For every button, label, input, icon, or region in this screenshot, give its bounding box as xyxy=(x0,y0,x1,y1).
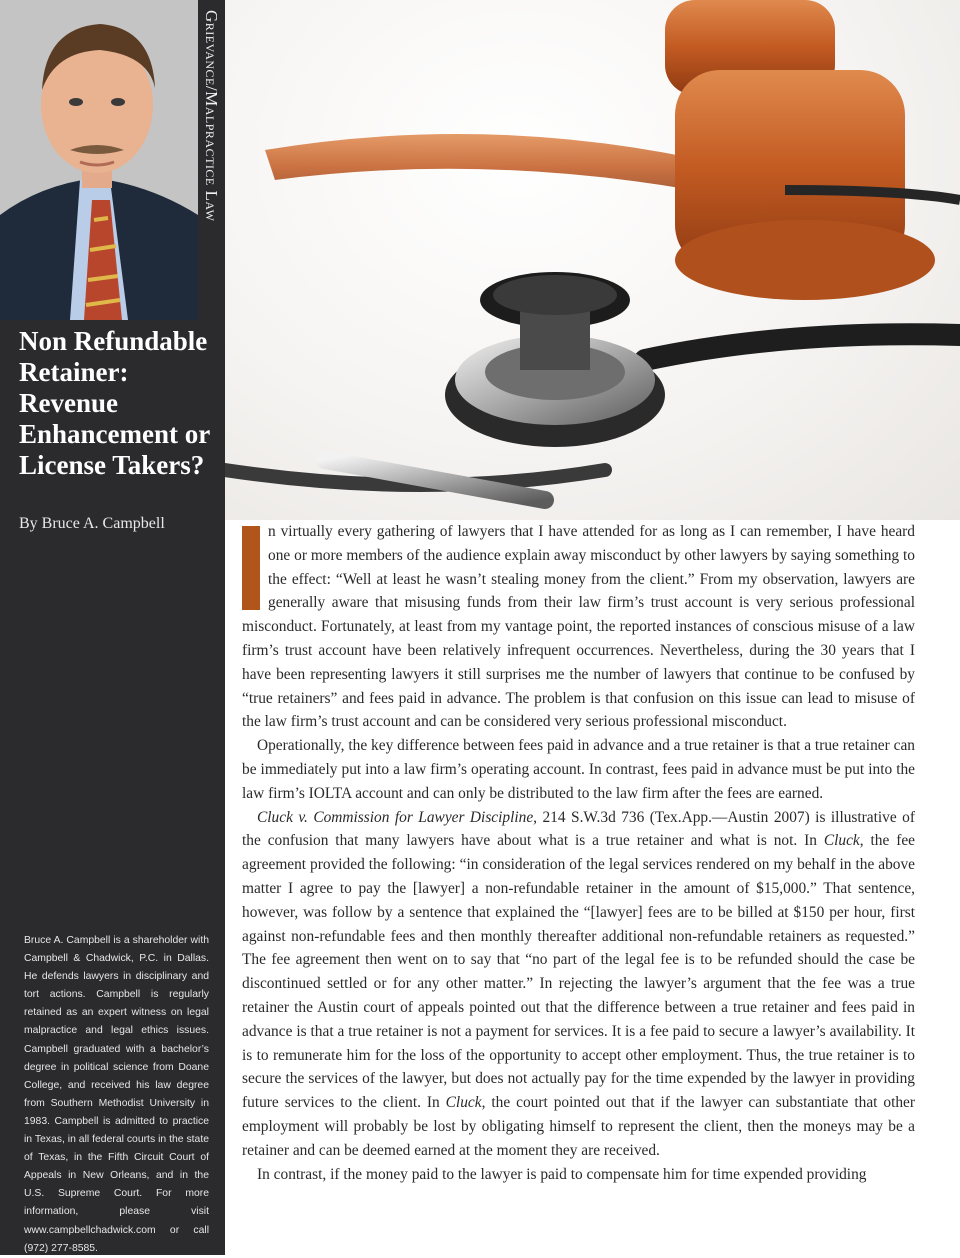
paragraph-1 xyxy=(242,520,915,734)
paragraph-3 xyxy=(242,806,915,1163)
case-citation: Cluck v. Commission for Lawyer Discipline, xyxy=(257,808,538,826)
author-portrait xyxy=(0,0,198,320)
byline: By Bruce A. Campbell xyxy=(19,515,165,532)
drop-cap: I xyxy=(242,526,260,610)
article-body xyxy=(242,520,915,1186)
paragraph-3-part-c: , the court pointed out that if the lawyer can substantiate that other employment will probably be lost by obligating himself to represent the client, then the moneys may be a retainer and can be deemed earned at the moment they are received. xyxy=(242,1094,916,1159)
sidebar xyxy=(0,0,225,1255)
author-bio: Bruce A. Campbell is a shareholder with Campbell & Chadwick, P.C. in Dallas. He defends lawyers in disciplinary and tort actions. Campbell is regularly retained as an expert witness on legal malpractice and legal ethics issues. Campbell graduated with a bachelor’s degree in political science from Doane College, and received his law degree from Southern Methodist University in 1983. Campbell is admitted to practice in Texas, in all federal courts in the state of Texas, in the Fifth Circuit Court of Appeals in New Orleans, and in the U.S. Supreme Court. For more information, please visit www.campbellchadwick.com or call (972) 277-8585. xyxy=(24,935,209,1254)
section-label: Grievance/Malpractice Law xyxy=(202,10,221,222)
article-title: Non Refundable Retainer: Revenue Enhancement or License Takers? xyxy=(19,326,210,480)
paragraph-1-text: n virtually every gathering of lawyers that I have attended for as long as I can remember, I have heard one or more members of the audience explain away misconduct by other lawyers by saying something to the effect: “Well at least he wasn’t stealing money from the client.” From my observation, lawyers are generally aware that misusing funds from their law firm’s trust account is very serious professional misconduct. Fortunately, at least from my vantage point, the reported instances of conscious misuse of a law firm’s trust account have been relatively infrequent occurrences. Nevertheless, during the 30 years that I have been representing lawyers it still surprises me the number of lawyers that continue to be confused by “true retainers” and fees paid in advance. The problem is that confusion on this issue can lead to misuse of the law firm’s trust account and can be considered very serious professional misconduct. xyxy=(242,523,915,731)
paragraph-4: In contrast, if the money paid to the lawyer is paid to compensate him for time expended providing xyxy=(257,1165,867,1183)
paragraph-2: Operationally, the key difference between fees paid in advance and a true retainer is that a true retainer can be immediately put into a law firm’s operating account. In contrast, fees paid in advance must be put into the law firm’s IOLTA account and can only be distributed to the law firm after the fees are earned. xyxy=(242,737,915,802)
case-short-name: Cluck xyxy=(445,1094,482,1112)
paragraph-3-part-b: , the fee agreement provided the following: “in consideration of the legal services rendered on my behalf in the above matter I agree to pay the [lawyer] a non-refundable retainer in the amount of $15,000.” That sentence, however, was follow by a sentence that explained the “[lawyer] fees are to be billed at $150 per hour, first against non-refundable fees and then monthly thereafter additional non-refundable retainers as requested.” The fee agreement then went on to say that “no part of the legal fee is to be refunded should the case be discontinued settled or for any other matter.” In rejecting the lawyer’s argument that the fee was a true retainer the Austin court of appeals pointed out that the difference between a true retainer and fees paid in advance is that a true retainer is not a payment for services. It is a fee paid to secure a lawyer’s availability. It is to remunerate him for the loss of the opportunity to accept other employment. Thus, the true retainer is to secure the services of the lawyer, but does not actually pay for the time expended by the lawyer in providing future services to the client. In xyxy=(242,832,915,1112)
hero-image xyxy=(225,0,960,520)
case-short-name: Cluck xyxy=(823,832,860,850)
author-portrait-illustration xyxy=(0,0,198,320)
gavel-stethoscope-illustration xyxy=(225,0,960,520)
paragraph-3-part-a: 214 S.W.3d 736 (Tex.App.—Austin 2007) is illustrative of the confusion that many lawyers have about what is a true retainer and what is not. In xyxy=(242,808,915,850)
